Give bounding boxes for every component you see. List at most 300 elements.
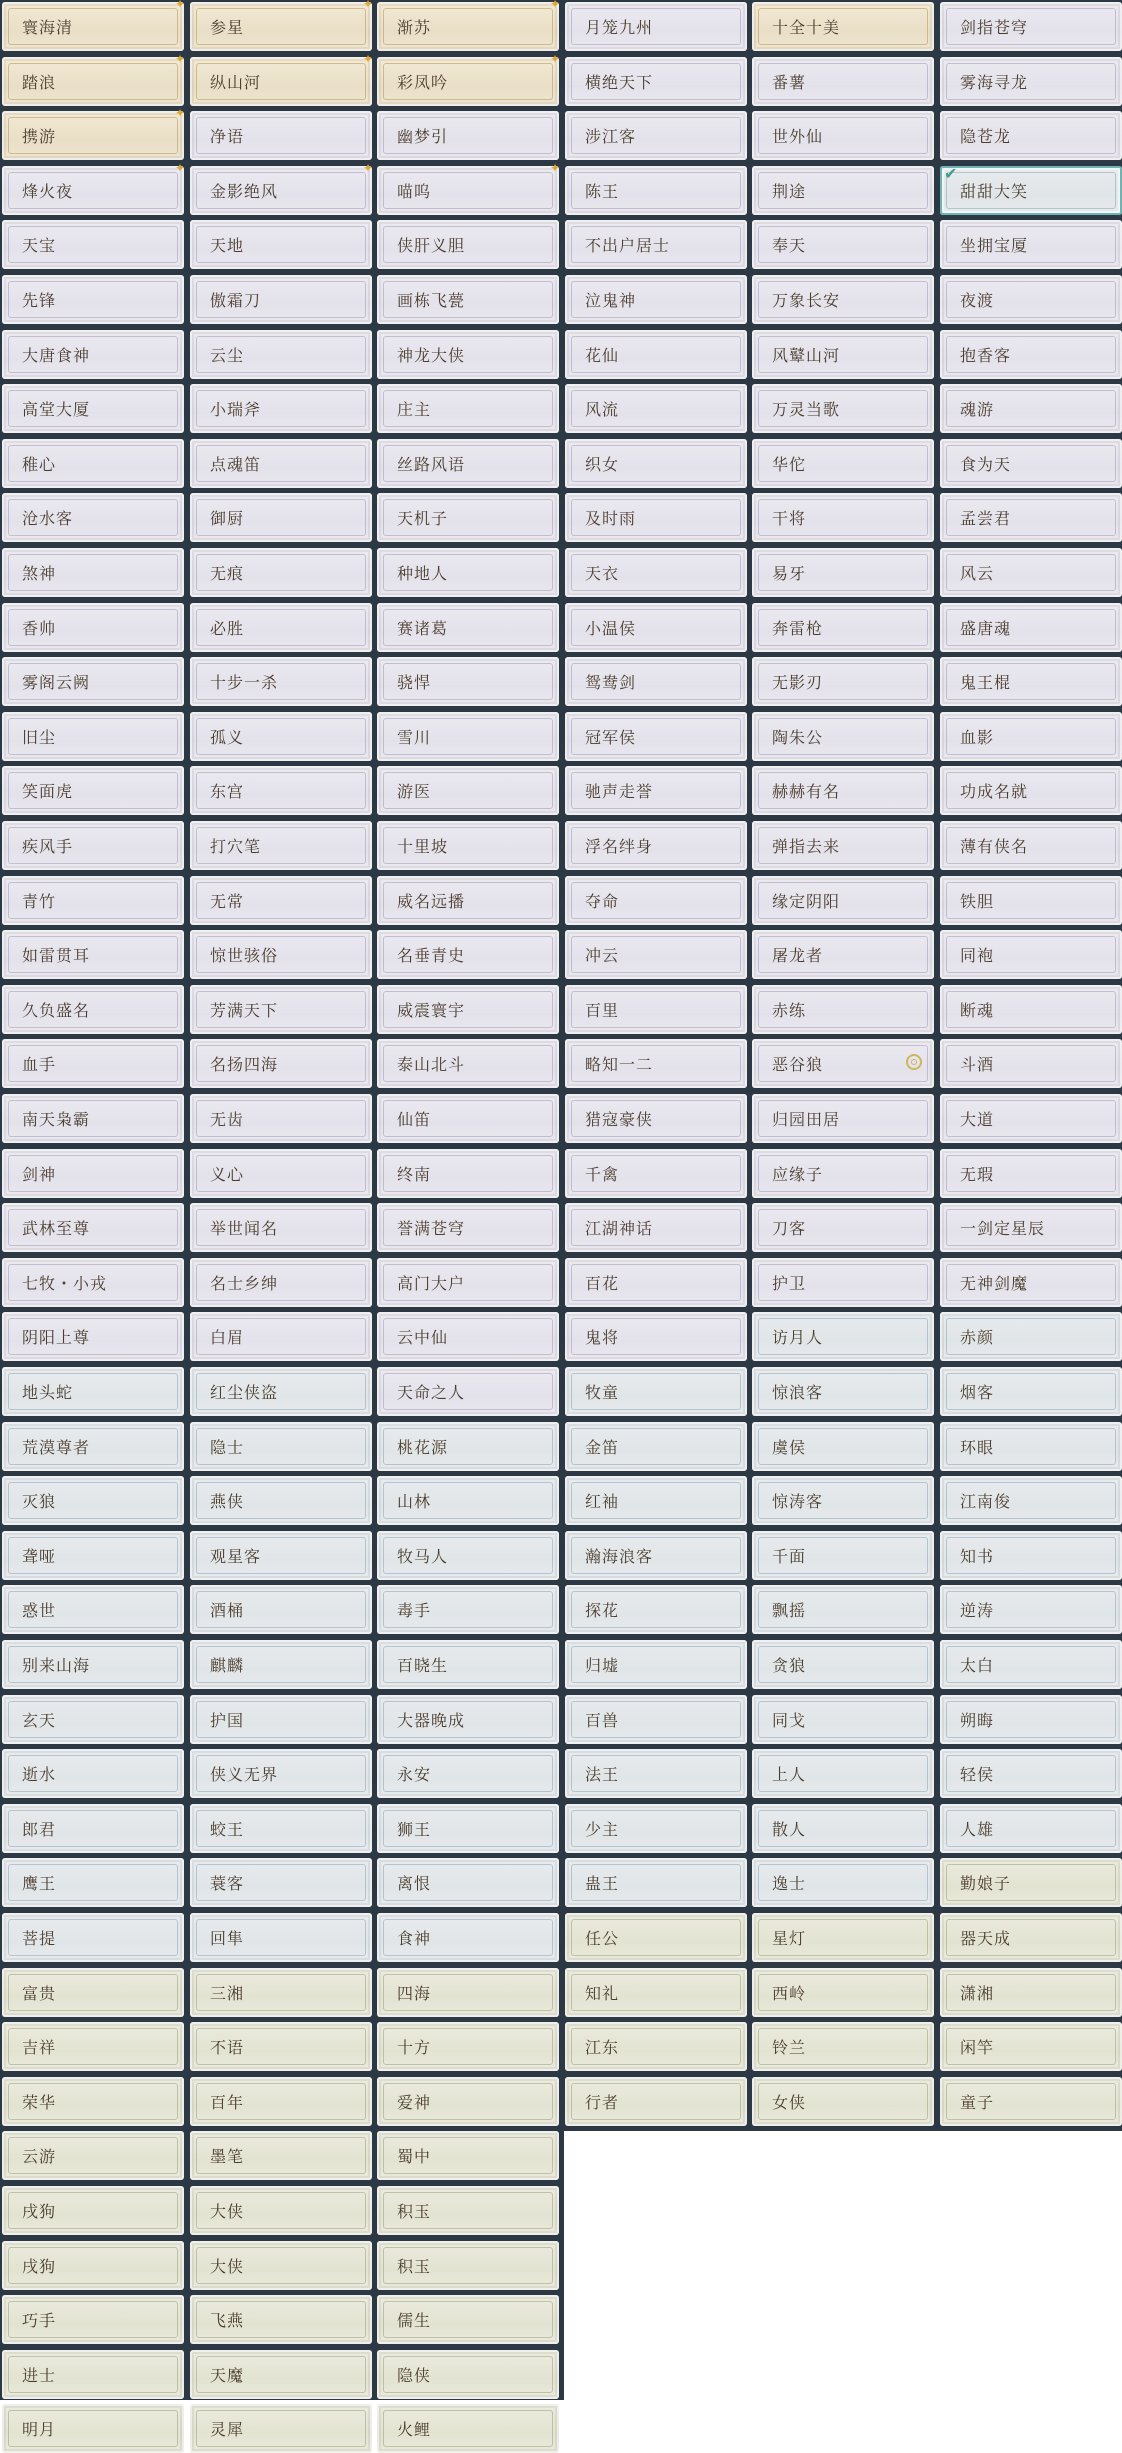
title-tile[interactable] <box>190 1858 372 1907</box>
title-tile[interactable] <box>752 1039 934 1088</box>
title-label: 巧手 <box>22 2311 57 2330</box>
title-tile[interactable] <box>565 1695 747 1744</box>
title-tile[interactable] <box>2 1913 184 1962</box>
title-tile[interactable] <box>565 1312 747 1361</box>
title-tile[interactable] <box>2 2241 184 2290</box>
title-tile[interactable] <box>565 1640 747 1689</box>
title-tile[interactable] <box>190 1695 372 1744</box>
title-label: 鬼将 <box>585 1328 620 1347</box>
title-tile[interactable] <box>190 603 372 652</box>
title-tile[interactable] <box>752 876 934 925</box>
title-tile[interactable] <box>940 1531 1122 1580</box>
title-tile[interactable] <box>190 985 372 1034</box>
title-tile[interactable] <box>190 2295 372 2344</box>
title-tile[interactable] <box>190 384 372 433</box>
title-tile[interactable] <box>940 493 1122 542</box>
title-tile[interactable] <box>377 1585 559 1634</box>
title-label: 天地 <box>210 236 245 255</box>
title-tile[interactable] <box>752 548 934 597</box>
title-label: 红袖 <box>585 1492 620 1511</box>
title-tile[interactable] <box>940 985 1122 1034</box>
title-tile[interactable] <box>377 1203 559 1252</box>
title-tile[interactable] <box>752 330 934 379</box>
title-tile[interactable] <box>190 2077 372 2126</box>
title-tile[interactable] <box>377 439 559 488</box>
title-tile[interactable] <box>2 1312 184 1361</box>
title-tile[interactable] <box>377 876 559 925</box>
title-label: 略知一二 <box>585 1055 654 1074</box>
title-label: 铃兰 <box>772 2038 807 2057</box>
title-tile[interactable] <box>190 1039 372 1088</box>
title-tile[interactable] <box>377 2241 559 2290</box>
title-tile[interactable] <box>377 2350 559 2399</box>
title-tile[interactable] <box>2 1968 184 2017</box>
title-tile[interactable] <box>2 1422 184 1471</box>
title-tile[interactable] <box>377 2186 559 2235</box>
title-tile[interactable] <box>2 1858 184 1907</box>
title-tile[interactable] <box>377 330 559 379</box>
title-tile[interactable] <box>940 548 1122 597</box>
title-label: 隐士 <box>210 1438 245 1457</box>
title-tile[interactable] <box>565 384 747 433</box>
title-tile[interactable] <box>752 57 934 106</box>
title-tile[interactable] <box>565 330 747 379</box>
title-tile[interactable] <box>2 1094 184 1143</box>
title-label: 潇湘 <box>960 1984 995 2003</box>
title-tile[interactable] <box>940 275 1122 324</box>
title-label: 百晓生 <box>397 1656 449 1675</box>
title-tile[interactable] <box>565 1422 747 1471</box>
title-tile[interactable] <box>377 1640 559 1689</box>
title-tile[interactable] <box>752 1968 934 2017</box>
title-tile[interactable] <box>190 111 372 160</box>
title-tile[interactable] <box>752 1858 934 1907</box>
title-tile[interactable] <box>2 493 184 542</box>
title-tile[interactable] <box>2 2022 184 2071</box>
title-tile[interactable] <box>377 1695 559 1744</box>
title-tile[interactable] <box>2 766 184 815</box>
title-tile[interactable] <box>190 766 372 815</box>
title-tile[interactable] <box>2 930 184 979</box>
title-tile[interactable] <box>565 1203 747 1252</box>
title-tile[interactable] <box>752 1749 934 1798</box>
title-label: 小瑞斧 <box>210 400 262 419</box>
title-label: 斗酒 <box>960 1055 995 1074</box>
title-tile[interactable] <box>2 2077 184 2126</box>
title-tile[interactable] <box>190 1640 372 1689</box>
title-tile[interactable] <box>940 166 1122 215</box>
title-tile[interactable] <box>377 1039 559 1088</box>
title-label: 戌狗 <box>22 2202 57 2221</box>
title-tile[interactable] <box>940 2 1122 51</box>
title-tile[interactable] <box>377 161 561 215</box>
title-tile[interactable] <box>752 2022 934 2071</box>
title-tile[interactable] <box>940 603 1122 652</box>
title-label: 牧童 <box>585 1383 620 1402</box>
title-tile[interactable] <box>377 2404 559 2453</box>
title-tile[interactable] <box>752 1367 934 1416</box>
title-tile[interactable] <box>752 1695 934 1744</box>
title-label: 武林至尊 <box>22 1219 91 1238</box>
title-tile[interactable] <box>752 1094 934 1143</box>
title-tile[interactable] <box>190 52 374 106</box>
title-tile[interactable] <box>377 1804 559 1853</box>
title-tile[interactable] <box>2 821 184 870</box>
title-tile[interactable] <box>377 220 559 269</box>
title-tile[interactable] <box>940 1039 1122 1088</box>
title-tile[interactable] <box>2 603 184 652</box>
title-tile[interactable] <box>565 766 747 815</box>
title-label: 火鲤 <box>397 2420 432 2439</box>
title-tile[interactable] <box>2 985 184 1034</box>
title-tile[interactable] <box>940 1749 1122 1798</box>
title-tile[interactable] <box>2 220 184 269</box>
title-tile[interactable] <box>940 766 1122 815</box>
title-label: 不出户居士 <box>585 236 671 255</box>
title-label: 义心 <box>210 1165 245 1184</box>
title-tile[interactable] <box>565 1367 747 1416</box>
title-tile[interactable] <box>377 2295 559 2344</box>
title-tile[interactable] <box>752 657 934 706</box>
title-tile[interactable] <box>752 439 934 488</box>
title-label: 东宫 <box>210 782 245 801</box>
title-tile[interactable] <box>752 985 934 1034</box>
title-tile[interactable] <box>565 111 747 160</box>
title-tile[interactable] <box>752 166 934 215</box>
title-tile[interactable] <box>377 1913 559 1962</box>
title-label: 坐拥宝厦 <box>960 236 1029 255</box>
title-tile[interactable] <box>752 603 934 652</box>
title-tile[interactable] <box>565 1585 747 1634</box>
title-tile[interactable] <box>377 1149 559 1198</box>
title-tile[interactable] <box>752 930 934 979</box>
title-tile[interactable] <box>190 2131 372 2180</box>
title-tile[interactable] <box>752 821 934 870</box>
title-tile[interactable] <box>2 161 186 215</box>
title-tile[interactable] <box>2 876 184 925</box>
title-label: 幽梦引 <box>397 127 449 146</box>
title-tile[interactable] <box>377 52 561 106</box>
title-tile[interactable] <box>565 821 747 870</box>
title-tile[interactable] <box>377 1749 559 1798</box>
title-tile[interactable] <box>565 2077 747 2126</box>
title-tile[interactable] <box>565 548 747 597</box>
title-tile[interactable] <box>565 220 747 269</box>
title-tile[interactable] <box>940 57 1122 106</box>
title-label: 法王 <box>585 1765 620 1784</box>
title-tile[interactable] <box>190 275 372 324</box>
title-label: 轻侯 <box>960 1765 995 1784</box>
title-tile[interactable] <box>565 1968 747 2017</box>
title-tile[interactable] <box>752 1422 934 1471</box>
title-label: 归园田居 <box>772 1110 841 1129</box>
title-tile[interactable] <box>190 1258 372 1307</box>
title-tile[interactable] <box>752 1585 934 1634</box>
title-label: 永安 <box>397 1765 432 1784</box>
title-tile[interactable] <box>377 1531 559 1580</box>
title-label: 灭狼 <box>22 1492 57 1511</box>
title-tile[interactable] <box>752 1203 934 1252</box>
title-tile[interactable] <box>377 821 559 870</box>
title-label: 十里坡 <box>397 837 449 856</box>
title-tile[interactable] <box>940 2022 1122 2071</box>
title-tile[interactable] <box>190 657 372 706</box>
title-label: 雾阁云阙 <box>22 673 91 692</box>
title-tile[interactable] <box>377 2131 559 2180</box>
title-tile[interactable] <box>377 2077 559 2126</box>
title-tile[interactable] <box>190 2186 372 2235</box>
title-tile[interactable] <box>940 2077 1122 2126</box>
title-tile[interactable] <box>377 1094 559 1143</box>
title-tile[interactable] <box>752 1913 934 1962</box>
title-tile[interactable] <box>377 1476 559 1525</box>
title-tile[interactable] <box>2 384 184 433</box>
title-tile[interactable] <box>565 57 747 106</box>
title-tile[interactable] <box>190 330 372 379</box>
title-tile[interactable] <box>2 1804 184 1853</box>
title-label: 世外仙 <box>772 127 824 146</box>
title-label: 缘定阴阳 <box>772 892 841 911</box>
title-tile[interactable] <box>190 2350 372 2399</box>
title-tile[interactable] <box>752 2 934 51</box>
title-tile[interactable] <box>2 1149 184 1198</box>
title-tile[interactable] <box>565 1476 747 1525</box>
title-tile[interactable] <box>752 766 934 815</box>
title-tile[interactable] <box>377 2022 559 2071</box>
title-label: 荒漠尊者 <box>22 1438 91 1457</box>
title-tile[interactable] <box>752 1804 934 1853</box>
title-tile[interactable] <box>565 712 747 761</box>
title-tile[interactable] <box>565 1749 747 1798</box>
title-tile[interactable] <box>2 2186 184 2235</box>
title-tile[interactable] <box>2 52 186 106</box>
title-tile[interactable] <box>377 548 559 597</box>
title-tile[interactable] <box>565 166 747 215</box>
title-tile[interactable] <box>940 1312 1122 1361</box>
title-tile[interactable] <box>2 2131 184 2180</box>
title-tile[interactable] <box>190 220 372 269</box>
title-tile[interactable] <box>190 2241 372 2290</box>
new-star-icon: ✦ <box>549 161 561 175</box>
title-tile[interactable] <box>752 384 934 433</box>
title-tile[interactable] <box>190 1367 372 1416</box>
title-tile[interactable] <box>2 657 184 706</box>
title-tile[interactable] <box>190 161 374 215</box>
title-tile[interactable] <box>190 1749 372 1798</box>
title-tile[interactable] <box>190 712 372 761</box>
title-tile[interactable] <box>2 106 186 160</box>
title-tile[interactable] <box>565 1804 747 1853</box>
title-tile[interactable] <box>377 1858 559 1907</box>
title-tile[interactable] <box>377 603 559 652</box>
title-tile[interactable] <box>377 1312 559 1361</box>
title-tile[interactable] <box>565 2 747 51</box>
title-tile[interactable] <box>377 930 559 979</box>
title-tile[interactable] <box>752 1258 934 1307</box>
title-tile[interactable] <box>940 1585 1122 1634</box>
title-tile[interactable] <box>190 493 372 542</box>
title-tile[interactable] <box>940 1149 1122 1198</box>
title-tile[interactable] <box>940 712 1122 761</box>
title-tile[interactable] <box>752 712 934 761</box>
title-tile[interactable] <box>377 1968 559 2017</box>
title-tile[interactable] <box>2 439 184 488</box>
title-tile[interactable] <box>565 1094 747 1143</box>
title-tile[interactable] <box>190 1203 372 1252</box>
title-tile[interactable] <box>377 657 559 706</box>
title-tile[interactable] <box>190 1149 372 1198</box>
title-tile[interactable] <box>565 930 747 979</box>
title-tile[interactable] <box>2 1258 184 1307</box>
title-label: 泰山北斗 <box>397 1055 466 1074</box>
title-tile[interactable] <box>752 275 934 324</box>
title-tile[interactable] <box>752 1640 934 1689</box>
title-tile[interactable] <box>565 1149 747 1198</box>
title-label: 惑世 <box>22 1601 57 1620</box>
title-tile[interactable] <box>2 1039 184 1088</box>
title-tile[interactable] <box>940 821 1122 870</box>
title-tile[interactable] <box>940 384 1122 433</box>
title-tile[interactable] <box>940 439 1122 488</box>
title-label: 先锋 <box>22 291 57 310</box>
title-tile[interactable] <box>565 1858 747 1907</box>
title-tile[interactable] <box>565 1258 747 1307</box>
title-tile[interactable] <box>752 2077 934 2126</box>
title-tile[interactable] <box>377 275 559 324</box>
title-tile[interactable] <box>940 1258 1122 1307</box>
title-tile[interactable] <box>2 2404 184 2453</box>
title-tile[interactable] <box>940 1804 1122 1853</box>
title-tile[interactable] <box>2 712 184 761</box>
title-tile[interactable] <box>565 2022 747 2071</box>
title-tile[interactable] <box>940 1640 1122 1689</box>
title-tile[interactable] <box>752 1149 934 1198</box>
title-tile[interactable] <box>940 220 1122 269</box>
title-tile[interactable] <box>940 1476 1122 1525</box>
title-tile[interactable] <box>752 1531 934 1580</box>
title-label: 知书 <box>960 1547 995 1566</box>
title-tile[interactable] <box>565 1913 747 1962</box>
title-tile[interactable] <box>2 2 184 51</box>
title-label: 华佗 <box>772 455 807 474</box>
title-tile[interactable] <box>565 439 747 488</box>
title-tile[interactable] <box>2 548 184 597</box>
title-tile[interactable] <box>377 1367 559 1416</box>
title-tile[interactable] <box>940 657 1122 706</box>
title-tile[interactable] <box>565 1039 747 1088</box>
title-tile[interactable] <box>190 821 372 870</box>
title-tile[interactable] <box>565 657 747 706</box>
title-tile[interactable] <box>377 493 559 542</box>
title-tile[interactable] <box>2 1749 184 1798</box>
title-tile[interactable] <box>752 1312 934 1361</box>
title-tile[interactable] <box>190 1531 372 1580</box>
title-label: 煞神 <box>22 564 57 583</box>
title-tile[interactable] <box>2 1585 184 1634</box>
title-tile[interactable] <box>565 1531 747 1580</box>
title-tile[interactable] <box>377 111 559 160</box>
title-tile[interactable] <box>190 2 372 51</box>
title-tile[interactable] <box>190 930 372 979</box>
title-tile[interactable] <box>2 2295 184 2344</box>
title-tile[interactable] <box>565 985 747 1034</box>
title-tile[interactable] <box>190 1094 372 1143</box>
title-tile[interactable] <box>565 493 747 542</box>
title-tile[interactable] <box>377 2 559 51</box>
title-tile[interactable] <box>190 2404 372 2453</box>
title-label: 踏浪 <box>22 73 57 92</box>
title-tile[interactable] <box>377 766 559 815</box>
title-label: 名垂青史 <box>397 946 466 965</box>
title-label: 吉祥 <box>22 2038 57 2057</box>
title-tile[interactable] <box>190 1476 372 1525</box>
title-tile[interactable] <box>377 1422 559 1471</box>
title-tile[interactable] <box>2 1695 184 1744</box>
title-tile[interactable] <box>940 930 1122 979</box>
title-tile[interactable] <box>752 220 934 269</box>
title-tile[interactable] <box>2 2350 184 2399</box>
title-tile[interactable] <box>377 712 559 761</box>
title-label: 无齿 <box>210 1110 245 1129</box>
title-tile[interactable] <box>940 1203 1122 1252</box>
title-tile[interactable] <box>190 1585 372 1634</box>
title-tile[interactable] <box>2 275 184 324</box>
title-tile[interactable] <box>377 985 559 1034</box>
title-tile[interactable] <box>940 1858 1122 1907</box>
title-tile[interactable] <box>377 1258 559 1307</box>
title-tile[interactable] <box>190 1804 372 1853</box>
title-label: 万象长安 <box>772 291 841 310</box>
title-tile[interactable] <box>2 1203 184 1252</box>
title-tile[interactable] <box>752 493 934 542</box>
title-tile[interactable] <box>940 1422 1122 1471</box>
title-tile[interactable] <box>940 1913 1122 1962</box>
title-tile[interactable] <box>190 548 372 597</box>
title-tile[interactable] <box>190 1913 372 1962</box>
title-tile[interactable] <box>940 1695 1122 1744</box>
title-tile[interactable] <box>190 876 372 925</box>
title-tile[interactable] <box>940 1367 1122 1416</box>
title-tile[interactable] <box>2 1367 184 1416</box>
title-tile[interactable] <box>940 1094 1122 1143</box>
title-label: 无瑕 <box>960 1165 995 1184</box>
title-tile[interactable] <box>190 2022 372 2071</box>
title-tile[interactable] <box>190 1968 372 2017</box>
title-tile[interactable] <box>2 1476 184 1525</box>
title-tile[interactable] <box>565 275 747 324</box>
title-label: 浮名绊身 <box>585 837 654 856</box>
title-tile[interactable] <box>2 1531 184 1580</box>
title-tile[interactable] <box>752 1476 934 1525</box>
title-tile[interactable] <box>377 384 559 433</box>
title-tile[interactable] <box>190 439 372 488</box>
new-star-icon: ✦ <box>362 52 374 66</box>
title-label: 血影 <box>960 728 995 747</box>
title-tile[interactable] <box>190 1312 372 1361</box>
title-tile[interactable] <box>565 603 747 652</box>
title-tile[interactable] <box>2 330 184 379</box>
title-tile[interactable] <box>190 1422 372 1471</box>
title-tile[interactable] <box>940 876 1122 925</box>
title-tile[interactable] <box>565 876 747 925</box>
title-tile[interactable] <box>940 1968 1122 2017</box>
title-label: 威震寰宇 <box>397 1001 466 1020</box>
title-tile[interactable] <box>940 111 1122 160</box>
title-tile[interactable] <box>2 1640 184 1689</box>
title-tile[interactable] <box>752 111 934 160</box>
title-tile[interactable] <box>940 330 1122 379</box>
title-label: 涉江客 <box>585 127 637 146</box>
